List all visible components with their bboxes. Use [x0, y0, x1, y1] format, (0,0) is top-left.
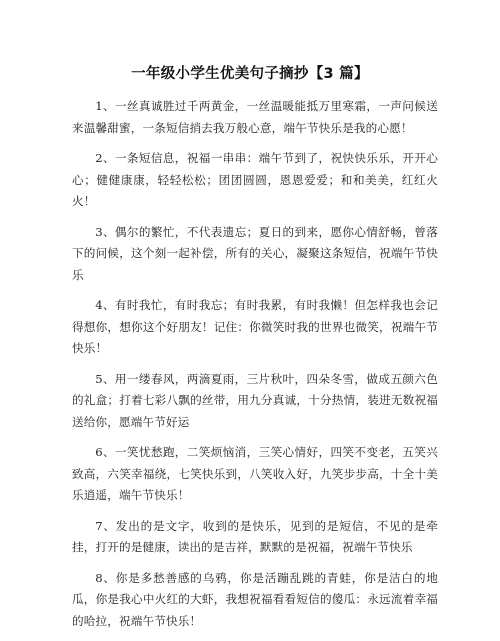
- paragraph-1: 1、一丝真诚胜过千两黄金，一丝温暖能抵万里寒霜，一声问候送来温馨甜蜜，一条短信捎去我万般心意，端午节快乐是我的心愿！: [72, 99, 438, 135]
- paragraph-5: 5、用一缕春风，两滴夏雨，三片秋叶，四朵冬雪，做成五颜六色的礼盒；打着七彩八飘的丝带，用九分真诚，十分热情，装进无数祝福送给你，愿端午节好运: [72, 371, 438, 429]
- paragraph-6: 6、一笑忧愁跑，二笑烦恼消，三笑心情好，四笑不变老，五笑兴致高，六笑幸福绕，七笑快乐到，八笑收入好，九笑步步高，十全十美乐逍遥，端午节快乐！: [72, 445, 438, 502]
- paragraph-8: 8、你是多愁善感的乌鸦，你是活蹦乱跳的青蛙，你是洁白的地瓜，你是我心中火红的大虾，我想祝福看看短信的傻瓜：永远流着幸福的哈拉，祝端午节快乐！: [72, 570, 438, 628]
- document-title: 一年级小学生优美句子摘抄【3 篇】: [131, 66, 369, 82]
- paragraph-2: 2、一条短信息，祝福一串串：端午节到了，祝快快乐乐，开开心心；健健康康，轻轻松松；团团圆圆，恩恩爱爱；和和美美，红红火火！: [72, 151, 438, 208]
- document-body: [72, 96, 438, 641]
- paragraph-3: 3、偶尔的繁忙，不代表遗忘；夏日的到来，愿你心情舒畅，曾落下的问候，这个刻一起补偿，所有的关心，凝聚这条短信，祝端午节快乐: [72, 224, 438, 282]
- paragraph-4: 4、有时我忙，有时我忘；有时我累，有时我懒！但怎样我也会记得想你，想你这个好朋友！记住：你微笑时我的世界也微笑，祝端午节快乐！: [72, 298, 438, 355]
- paragraph-7: 7、发出的是文字，收到的是快乐，见到的是短信，不见的是牵挂，打开的是健康，读出的是吉祥，默默的是祝福，祝端午节快乐: [72, 518, 438, 554]
